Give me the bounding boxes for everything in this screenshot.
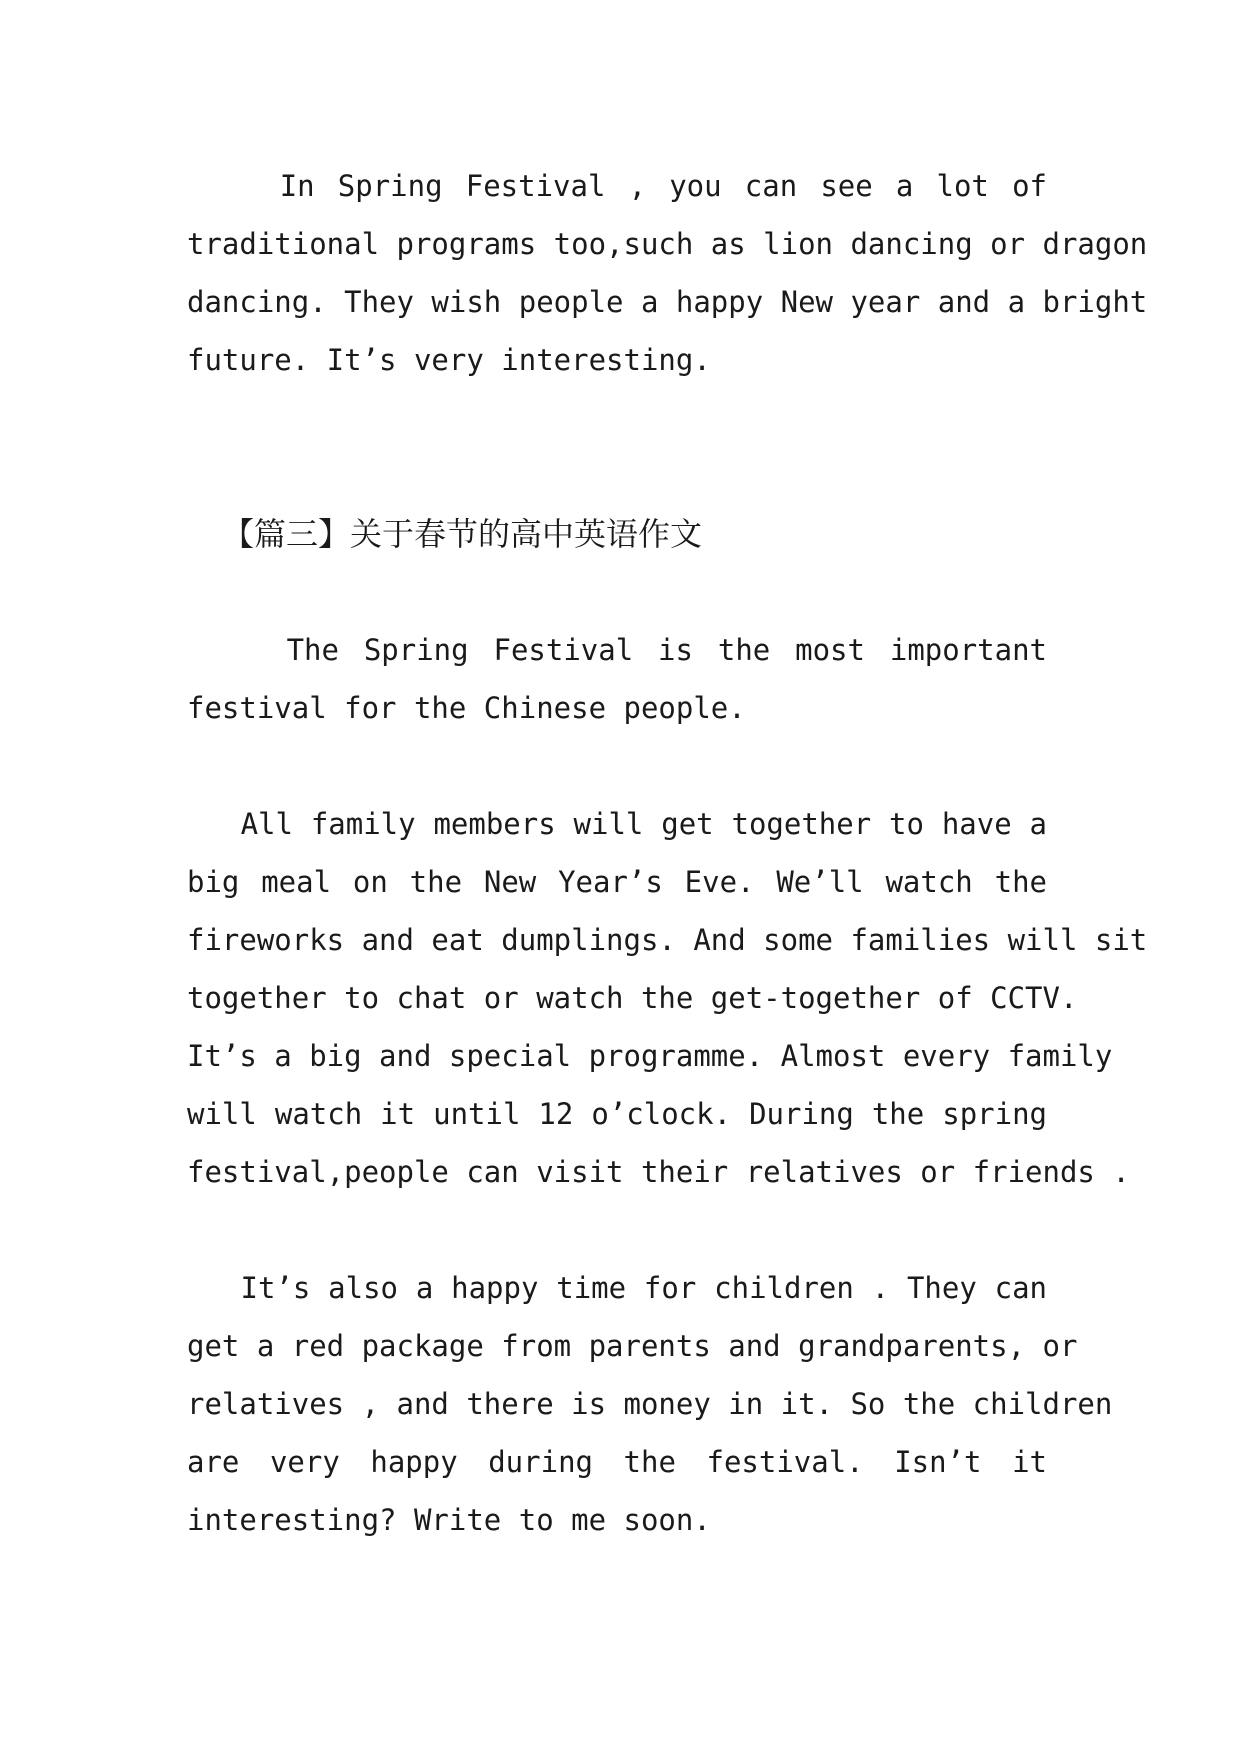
text-line: big meal on the New Year’s Eve. We’ll watch the bbox=[187, 865, 1047, 899]
text-line: future. It’s very interesting. bbox=[187, 343, 711, 377]
text-line: together to chat or watch the get-together of CCTV. bbox=[187, 981, 1078, 1015]
text-line: are very happy during the festival. Isn’t it bbox=[187, 1445, 1047, 1479]
section-heading: 【篇三】关于春节的高中英语作文 bbox=[222, 515, 703, 553]
text-line: It’s also a happy time for children . They can bbox=[187, 1271, 1047, 1305]
text-line: traditional programs too,such as lion dancing or dragon bbox=[187, 227, 1148, 261]
text-line: festival for the Chinese people. bbox=[187, 691, 746, 725]
text-line: get a red package from parents and grandparents, or bbox=[187, 1329, 1078, 1363]
text-line: In Spring Festival , you can see a lot of bbox=[187, 169, 1047, 203]
text-line: interesting? Write to me soon. bbox=[187, 1503, 711, 1537]
text-line: will watch it until 12 o’clock. During the spring bbox=[187, 1097, 1047, 1131]
text-line: dancing. They wish people a happy New year and a bright bbox=[187, 285, 1148, 319]
text-line: All family members will get together to have a bbox=[187, 807, 1047, 841]
text-line: fireworks and eat dumplings. And some families will sit bbox=[187, 923, 1148, 957]
text-line: The Spring Festival is the most important bbox=[187, 633, 1047, 667]
text-line: festival,people can visit their relatives or friends . bbox=[187, 1155, 1130, 1189]
text-line: It’s a big and special programme. Almost every family bbox=[187, 1039, 1113, 1073]
text-line: relatives , and there is money in it. So the children bbox=[187, 1387, 1113, 1421]
